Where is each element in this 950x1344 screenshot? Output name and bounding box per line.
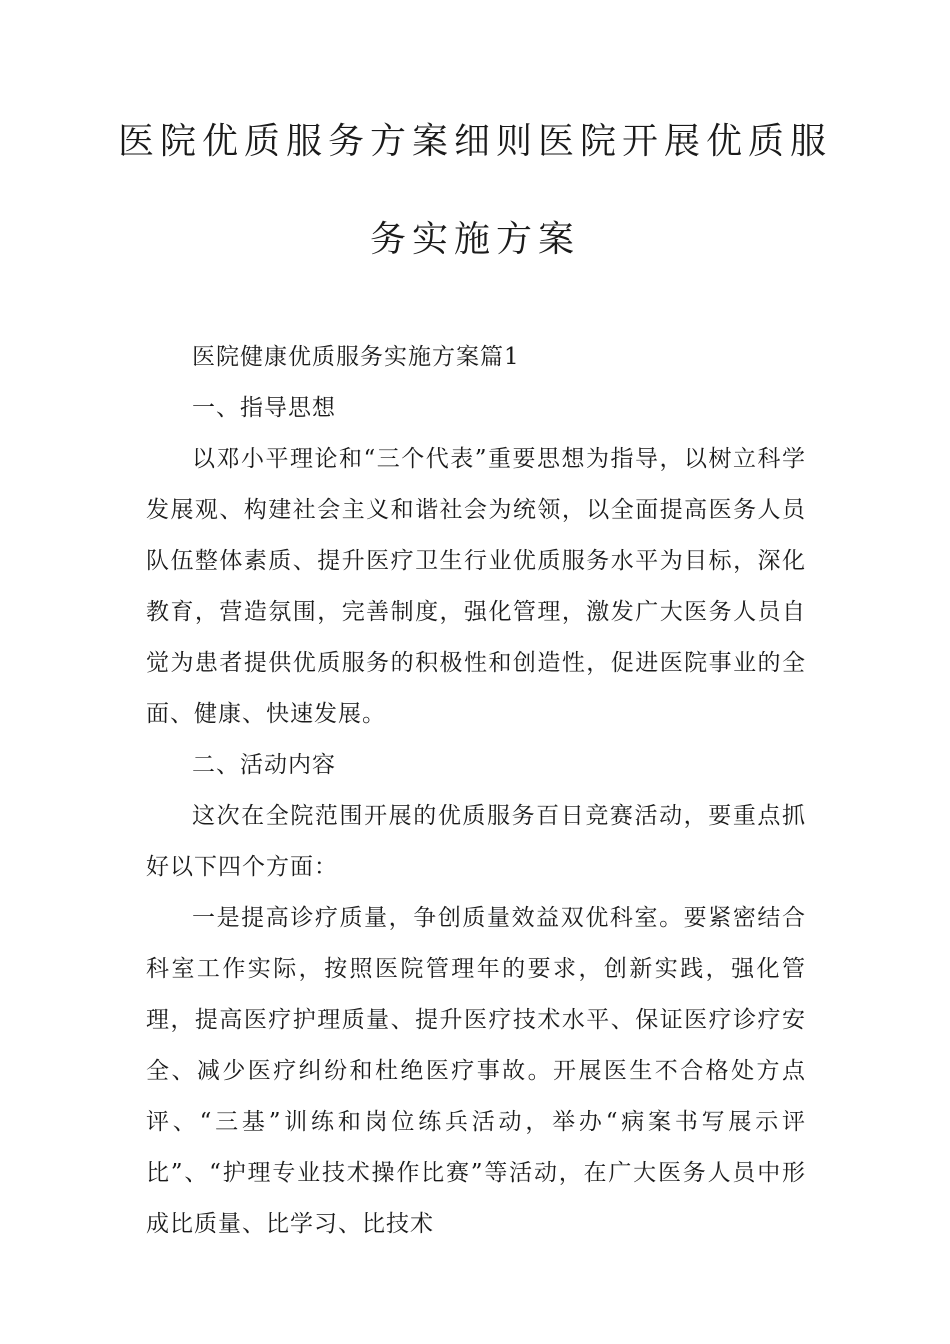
section-heading-activity-content: 二、活动内容: [192, 752, 336, 778]
section-heading-guiding-ideology: 一、指导思想: [192, 395, 336, 421]
paragraph-activity-intro: 这次在全院范围开展的优质服务百日竞赛活动，要重点抓好以下四个方面：: [146, 803, 806, 880]
section-heading-plan: 医院健康优质服务实施方案篇1: [192, 344, 520, 370]
document-body: [146, 332, 806, 1250]
paragraph-guiding-ideology: 以邓小平理论和“三个代表”重要思想为指导，以树立科学发展观、构建社会主义和谐社会为统领，以全面提高医务人员队伍整体素质、提升医疗卫生行业优质服务水平为目标，深化教育，营造氛围，完善制度，强化管理，激发广大医务人员自觉为患者提供优质服务的积极性和创造性，促进医院事业的全面、健康、快速发展。: [146, 446, 806, 727]
document-title-line-1: 医院优质服务方案细则医院开展优质服: [117, 121, 832, 162]
document-title-line-2: 务实施方案: [369, 219, 580, 260]
paragraph-improve-quality: 一是提高诊疗质量，争创质量效益双优科室。要紧密结合科室工作实际，按照医院管理年的要求，创新实践，强化管理，提高医疗护理质量、提升医疗技术水平、保证医疗诊疗安全、减少医疗纠纷和杜绝医疗事故。开展医生不合格处方点评、“三基”训练和岗位练兵活动，举办“病案书写展示评比”、“护理专业技术操作比赛”等活动，在广大医务人员中形成比质量、比学习、比技术: [146, 905, 806, 1237]
